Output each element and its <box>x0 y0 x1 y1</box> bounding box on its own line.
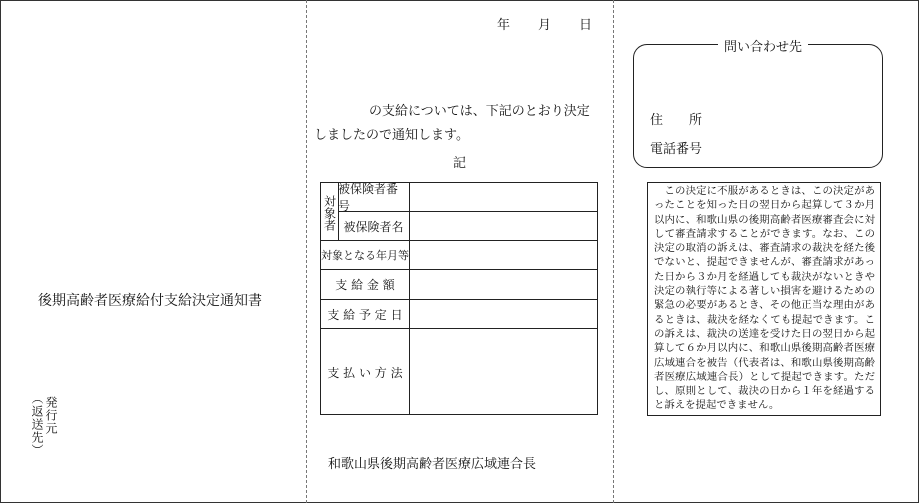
contact-address-label: 住 所 <box>650 113 703 128</box>
body-text-line1: の支給については、下記のとおり決定 <box>369 104 590 119</box>
fold-line-left <box>306 0 307 503</box>
date-month-label: 月 <box>538 18 552 33</box>
date-year-label: 年 <box>497 18 511 33</box>
scheduled-date-label: 支 給 予 定 日 <box>327 307 403 322</box>
insured-number-value <box>410 183 597 211</box>
target-period-label: 対象となる年月等 <box>321 249 409 262</box>
payment-amount-value <box>410 270 597 299</box>
fold-line-right <box>613 0 614 503</box>
payment-method-label: 支 払 い 方 法 <box>327 365 403 380</box>
form-table <box>320 182 598 415</box>
sender-return-label: （返送先） <box>30 392 44 457</box>
document-title: 後期高齢者医療給付支給決定通知書 <box>38 293 262 309</box>
scheduled-date-value <box>410 300 597 328</box>
target-period-value <box>410 241 597 269</box>
insured-number-label: 被保険者番号 <box>338 182 399 213</box>
date-day-label: 日 <box>579 18 593 33</box>
insured-name-value <box>410 212 597 240</box>
payment-method-value <box>410 329 597 415</box>
contact-title: 問い合わせ先 <box>718 36 808 55</box>
insured-name-label: 被保険者名 <box>343 219 404 234</box>
contact-phone-label: 電話番号 <box>650 142 703 157</box>
body-text-line2: しましたので通知します。 <box>314 128 469 143</box>
appeal-notice <box>647 182 881 416</box>
issuer-name: 和歌山県後期高齢者医療広域連合長 <box>328 457 537 472</box>
appeal-notice-text: この決定に不服があるときは、この決定があったことを知った日の翌日から起算して３か月以内に、和歌山県の後期高齢者医療審査会に対して審査請求することができます。なお、この決定の取消の訴えは、審査請求の裁決を経た後でないと、提起できませんが、審査請求があった日から３か月を経過しても裁決がないときや決定の執行等による著しい損害を避けるための緊急の必要があるとき、その他正当な理由があるときは、裁決を経なくても提起できます。この訴えは、裁決の送達を受けた日の翌日から起算して６か月以内に、和歌山県後期高齢者医療広域連合を被告（代表者は、和歌山県後期高齢者医療広域連合長）として提起できます。ただし、原則として、裁決の日から１年を経過すると訴えを提起できません。 <box>654 185 875 412</box>
payment-amount-label: 支 給 金 額 <box>335 278 395 292</box>
ki-label: 記 <box>453 156 467 171</box>
target-person-group-label: 対象者 <box>322 194 337 231</box>
sender-label: 発行元 <box>44 396 58 435</box>
